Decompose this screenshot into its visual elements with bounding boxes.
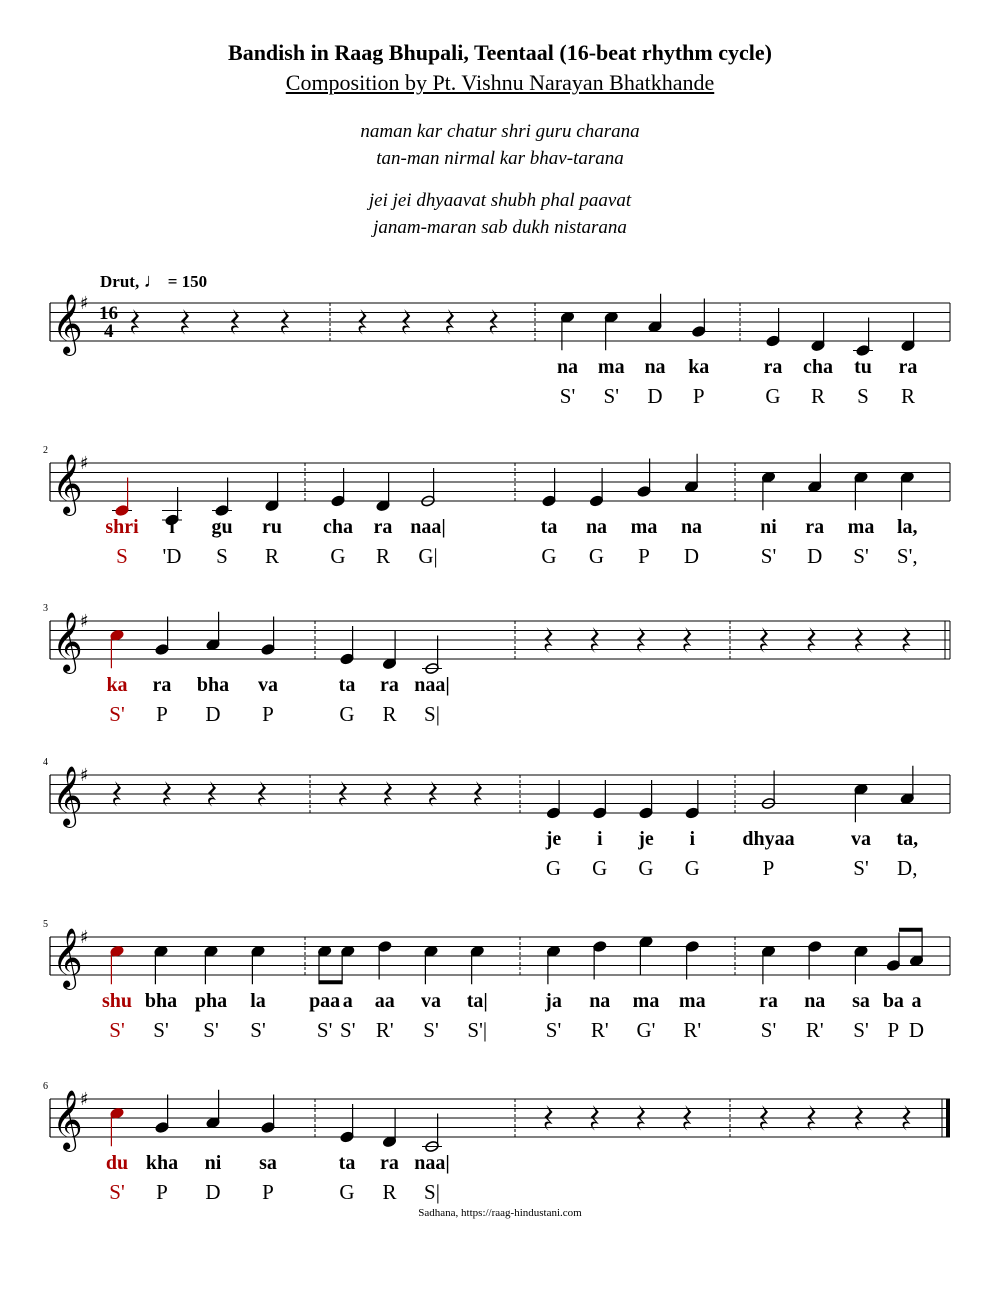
note	[592, 780, 607, 819]
time-signature-bottom: 4	[104, 321, 114, 342]
sargam-note: S'	[109, 1018, 125, 1042]
note	[542, 468, 557, 507]
lyric-syllable: la,	[896, 516, 918, 538]
tempo-label: Drut,	[100, 272, 140, 291]
sargam-note: P	[887, 1018, 900, 1042]
lyric-syllable: paa	[309, 990, 341, 1012]
measure-number: 3	[43, 603, 48, 614]
lyric-syllable: ni	[204, 1152, 222, 1174]
sargam-note: R'	[590, 1018, 609, 1042]
sargam-note: D	[205, 702, 221, 726]
lyric-syllable: dhyaa	[742, 828, 795, 850]
lyric-syllable: ra	[898, 356, 918, 378]
note	[807, 454, 822, 493]
sargam-note: R	[375, 544, 391, 568]
lyric-syllable: bha	[196, 674, 230, 696]
sargam-note: S	[116, 544, 128, 568]
lyric-syllable: na	[804, 990, 826, 1012]
note	[637, 459, 652, 498]
lyric-syllable: pha	[194, 990, 228, 1012]
lyric-syllable: i	[169, 516, 175, 538]
lyric-syllable: i	[689, 828, 696, 850]
lyric-syllable: ra	[805, 516, 825, 538]
note	[854, 471, 869, 510]
lyric-syllable: gu	[211, 516, 233, 538]
note	[691, 299, 706, 338]
lyric-syllable: va	[258, 674, 278, 696]
note	[684, 454, 699, 493]
lyric-syllable: ra	[763, 356, 783, 378]
staff-system	[43, 603, 950, 726]
sargam-note: G	[638, 856, 654, 880]
lyric-syllable: du	[105, 1152, 129, 1174]
note	[639, 936, 654, 975]
lyric-syllable: cha	[803, 356, 833, 378]
note	[470, 945, 485, 984]
sargam-note: G	[588, 544, 605, 568]
note	[261, 1095, 276, 1134]
key-signature-sharp-icon: ♯	[80, 453, 89, 474]
staff-system	[50, 293, 950, 408]
sargam-note: P	[156, 1180, 168, 1204]
lyric-syllable: a	[342, 990, 353, 1012]
sargam-note: P	[638, 544, 650, 568]
note	[376, 473, 391, 512]
lyric-syllable: sa	[852, 990, 870, 1012]
lyric-syllable: ta|	[466, 990, 488, 1012]
note	[639, 780, 654, 819]
sargam-note: S'	[109, 702, 125, 726]
sargam-note: G	[765, 384, 781, 408]
lyric-syllable: i	[596, 828, 603, 850]
sargam-note: P	[762, 856, 775, 880]
lyric-syllable: ma	[632, 990, 660, 1012]
note	[110, 1107, 125, 1146]
note	[900, 766, 915, 805]
sargam-note: S|	[424, 1180, 440, 1204]
note	[340, 1104, 355, 1143]
lyric-syllable: la	[250, 990, 266, 1012]
sargam-note: R	[264, 544, 280, 568]
sargam-note: R'	[805, 1018, 824, 1042]
sargam-note: S	[216, 544, 228, 568]
sargam-note: G	[684, 856, 700, 880]
sargam-note: R	[900, 384, 916, 408]
sargam-note: S'	[853, 856, 869, 880]
lyric-syllable: naa|	[414, 674, 450, 696]
quarter-note-icon: ♩	[143, 270, 164, 292]
lyric-syllable: va	[421, 990, 441, 1012]
treble-clef-icon: 𝄞	[52, 766, 83, 826]
treble-clef-icon: 𝄞	[52, 928, 83, 988]
note	[901, 313, 916, 352]
verse-line: jei jei dhyaavat shubh phal paavat	[368, 190, 632, 211]
footer-credit: Sadhana, https://raag-hindustani.com	[418, 1207, 582, 1219]
key-signature-sharp-icon: ♯	[80, 293, 89, 314]
key-signature-sharp-icon: ♯	[80, 1089, 89, 1110]
staff-system	[43, 1081, 950, 1204]
lyric-syllable: ra	[373, 516, 393, 538]
sargam-note: R	[382, 702, 397, 726]
lyric-syllable: kha	[145, 1152, 179, 1174]
eighth-beam	[319, 980, 342, 984]
note	[112, 478, 132, 517]
note	[546, 945, 561, 984]
note	[331, 468, 346, 507]
lyric-syllable: ka	[106, 674, 128, 696]
lyric-syllable: ta	[338, 674, 356, 696]
sargam-note: G	[339, 702, 355, 726]
note	[377, 940, 392, 979]
lyric-syllable: ra	[380, 674, 399, 696]
key-signature-sharp-icon: ♯	[80, 611, 89, 632]
treble-clef-icon: 𝄞	[52, 294, 83, 354]
lyric-syllable: je	[638, 828, 654, 850]
measure-number: 6	[43, 1081, 48, 1092]
lyric-syllable: ni	[760, 516, 777, 538]
note	[854, 945, 869, 984]
note	[854, 783, 869, 822]
measure-number: 4	[43, 757, 48, 768]
final-barline-thick	[946, 1099, 950, 1137]
note	[807, 940, 822, 979]
note	[766, 308, 781, 347]
note	[340, 945, 355, 984]
note	[382, 631, 397, 670]
lyric-syllable: ta	[338, 1152, 356, 1174]
measure-number: 2	[43, 445, 48, 456]
lyric-syllable: ja	[545, 990, 562, 1012]
lyric-syllable: ka	[688, 356, 710, 378]
sargam-note: G|	[418, 544, 438, 568]
lyric-syllable: shri	[105, 516, 139, 538]
sargam-note: S'	[603, 384, 619, 408]
sargam-note: S'	[545, 1018, 562, 1042]
note	[761, 471, 776, 510]
sargam-note: D	[205, 1180, 221, 1204]
sargam-note: S'	[760, 544, 777, 568]
lyric-syllable: na	[556, 356, 579, 378]
note	[261, 617, 276, 656]
key-signature-sharp-icon: ♯	[80, 765, 89, 786]
note	[110, 629, 125, 668]
lyric-syllable: aa	[374, 990, 395, 1012]
note	[155, 617, 170, 656]
treble-clef-icon: 𝄞	[52, 454, 83, 514]
lyric-syllable: ma	[630, 516, 658, 538]
lyric-syllable: shu	[101, 990, 133, 1012]
key-signature-sharp-icon: ♯	[80, 927, 89, 948]
note	[604, 311, 619, 350]
sargam-note: D,	[897, 856, 918, 880]
note	[340, 626, 355, 665]
sargam-note: S',	[896, 544, 918, 568]
sargam-note: S'	[340, 1018, 356, 1042]
note	[685, 780, 700, 819]
sargam-note: P	[262, 1180, 274, 1204]
note	[589, 468, 604, 507]
lyric-syllable: na	[589, 990, 611, 1012]
note	[853, 318, 873, 357]
lyric-syllable: ma	[597, 356, 625, 378]
note	[592, 940, 607, 979]
sargam-note: S'	[853, 1018, 869, 1042]
sargam-note: S'	[153, 1018, 169, 1042]
lyric-syllable: na	[585, 516, 608, 538]
note	[560, 311, 575, 350]
verse-line: naman kar chatur shri guru charana	[360, 121, 640, 142]
sargam-note: P	[692, 384, 705, 408]
measure-number: 5	[43, 919, 48, 930]
note	[909, 928, 924, 967]
sargam-note: G	[339, 1180, 355, 1204]
lyric-syllable: ra	[152, 674, 172, 696]
note	[317, 945, 332, 984]
sargam-note: G	[545, 856, 562, 880]
sargam-note: S'	[853, 544, 869, 568]
lyric-syllable: na	[644, 356, 666, 378]
note	[212, 478, 232, 517]
treble-clef-icon: 𝄞	[52, 1090, 83, 1150]
treble-clef-icon: 𝄞	[52, 612, 83, 672]
note	[204, 945, 219, 984]
staff-system	[43, 445, 950, 568]
sargam-note: S'	[559, 384, 576, 408]
sargam-note: D	[807, 544, 823, 568]
lyric-syllable: ta	[540, 516, 558, 538]
sargam-note: G	[541, 544, 557, 568]
sargam-note: D	[683, 544, 700, 568]
sargam-note: P	[156, 702, 168, 726]
note	[265, 473, 280, 512]
sargam-note: R	[810, 384, 826, 408]
note	[382, 1109, 397, 1148]
lyric-syllable: cha	[323, 516, 353, 538]
sargam-note: D	[908, 1018, 925, 1042]
staff-system	[43, 757, 950, 880]
note	[886, 933, 901, 972]
lyric-syllable: bha	[144, 990, 178, 1012]
sargam-note: S|	[424, 702, 440, 726]
tempo-value: = 150	[167, 272, 208, 291]
note	[900, 471, 915, 510]
note	[206, 1090, 221, 1129]
sargam-note: G	[330, 544, 346, 568]
lyric-syllable: sa	[259, 1152, 277, 1174]
note	[546, 780, 561, 819]
lyric-syllable: naa|	[410, 516, 446, 538]
lyric-syllable: ra	[380, 1152, 399, 1174]
lyric-syllable: ra	[759, 990, 778, 1012]
note	[155, 1095, 170, 1134]
sargam-note: S'	[109, 1180, 125, 1204]
note	[251, 945, 266, 984]
note	[422, 1114, 442, 1153]
note	[422, 636, 442, 675]
lyric-syllable: va	[851, 828, 871, 850]
verse-line: tan-man nirmal kar bhav-tarana	[376, 148, 624, 169]
sargam-note: G'	[636, 1018, 656, 1042]
staff-system	[43, 919, 950, 1042]
note	[811, 313, 826, 352]
sargam-note: R	[382, 1180, 397, 1204]
lyric-syllable: ba	[882, 990, 904, 1012]
sargam-note: S'	[250, 1018, 266, 1042]
sargam-note: D	[647, 384, 663, 408]
sargam-note: S'	[760, 1018, 777, 1042]
sargam-note: S	[857, 384, 869, 408]
sargam-note: S'	[203, 1018, 219, 1042]
note	[761, 945, 776, 984]
time-signature-top: 16	[99, 303, 118, 324]
composer-credit: Composition by Pt. Vishnu Narayan Bhatkhande	[285, 70, 715, 95]
note	[685, 940, 700, 979]
lyric-syllable: ta,	[896, 828, 919, 850]
lyric-syllable: ma	[847, 516, 875, 538]
note	[424, 945, 439, 984]
sargam-note: S'	[316, 1018, 333, 1042]
note	[206, 612, 221, 651]
verse-line: janam-maran sab dukh nistarana	[373, 217, 627, 238]
note	[648, 294, 663, 333]
lyric-syllable: a	[911, 990, 922, 1012]
sargam-note: S'|	[467, 1018, 488, 1042]
lyric-syllable: na	[680, 516, 703, 538]
lyric-syllable: je	[545, 828, 562, 850]
sargam-note: 'D	[162, 544, 182, 568]
sargam-note: S'	[423, 1018, 439, 1042]
sargam-note: R'	[683, 1018, 702, 1042]
sargam-note: R'	[375, 1018, 394, 1042]
lyric-syllable: ru	[262, 516, 282, 538]
eighth-beam	[899, 928, 922, 932]
note	[110, 945, 125, 984]
lyric-syllable: tu	[854, 356, 872, 378]
lyric-syllable: ma	[678, 990, 706, 1012]
lyric-syllable: naa|	[414, 1152, 450, 1174]
sargam-note: P	[262, 702, 274, 726]
note	[154, 945, 169, 984]
sargam-note: G	[592, 856, 608, 880]
score-title: Bandish in Raag Bhupali, Teentaal (16-beat rhythm cycle)	[228, 40, 772, 65]
